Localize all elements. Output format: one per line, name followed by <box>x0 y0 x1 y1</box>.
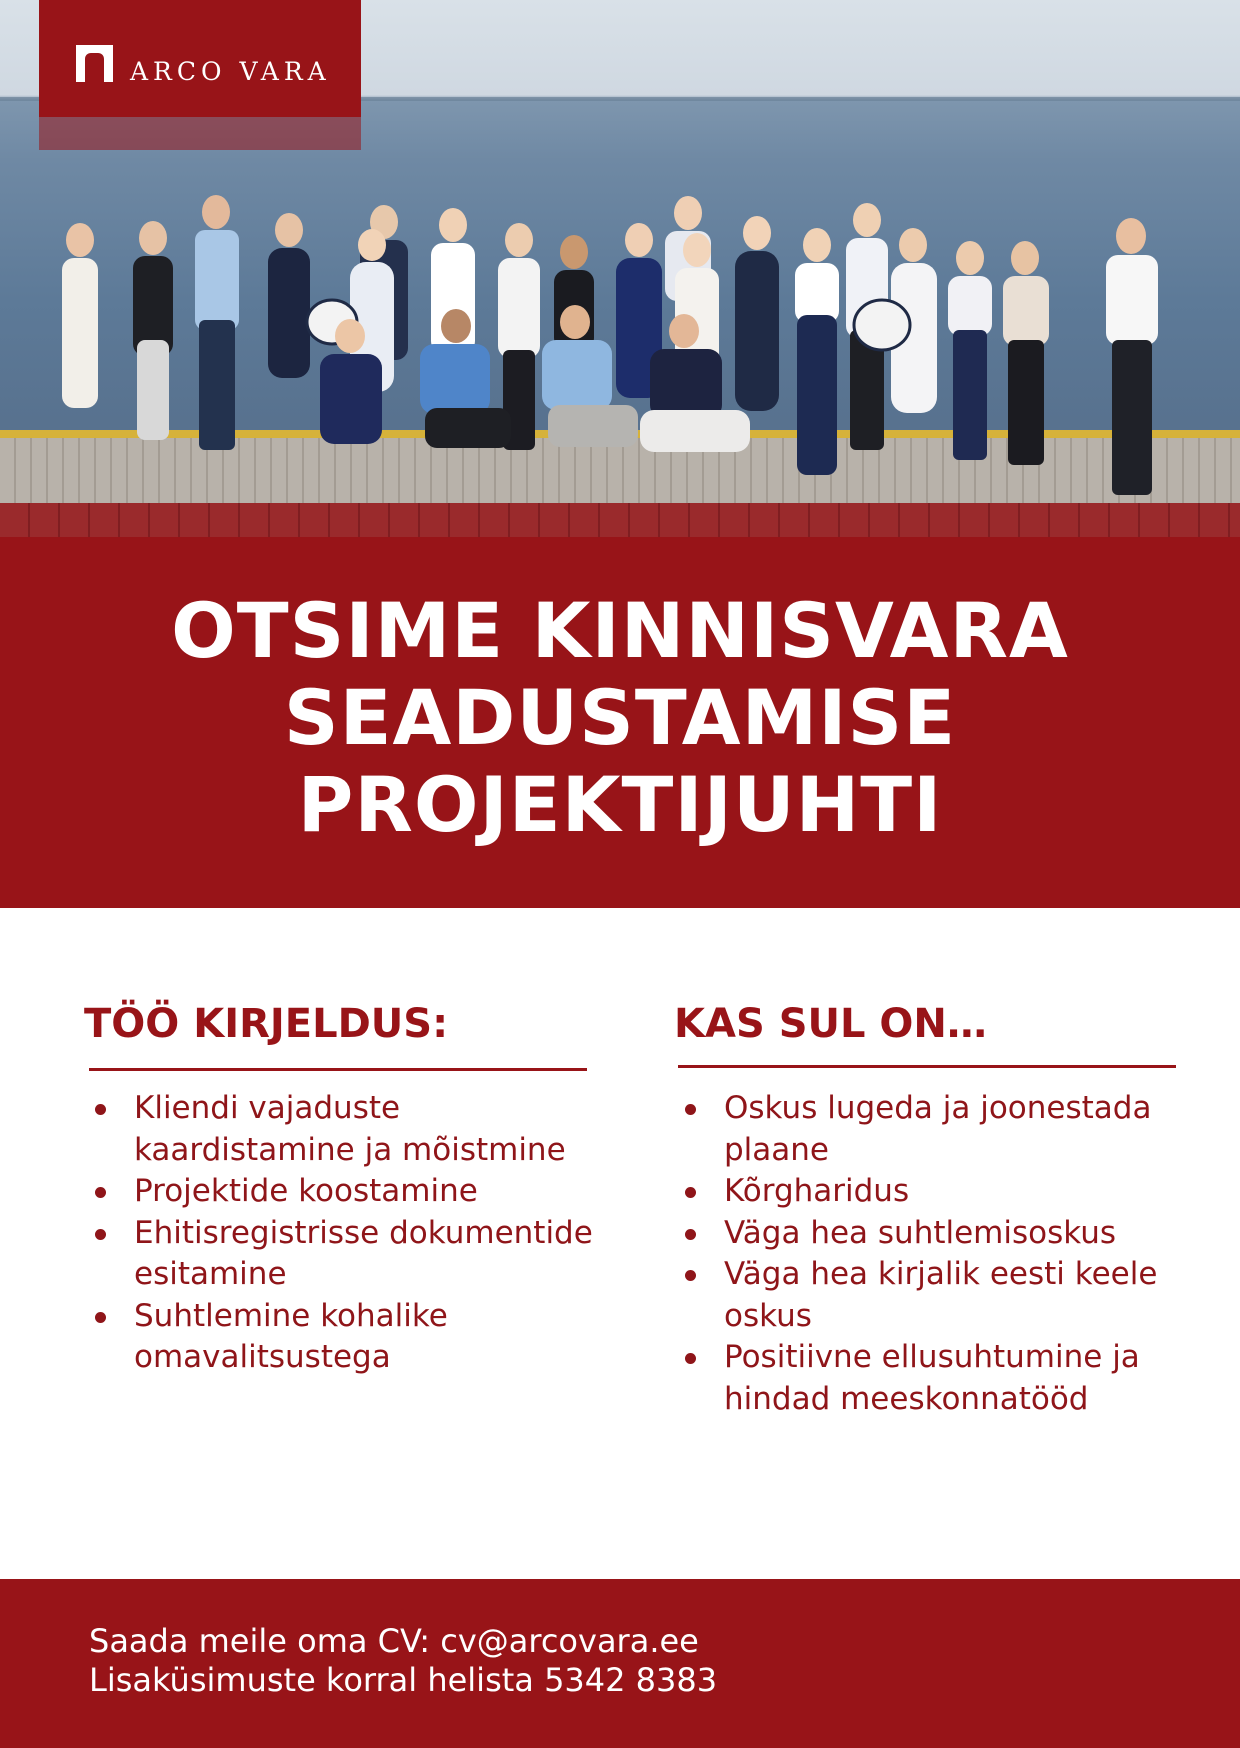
list-item <box>674 1254 1194 1337</box>
brand-logo-box <box>39 0 361 117</box>
list-item <box>674 1088 1194 1171</box>
job-description-section <box>84 996 604 1375</box>
bullet-icon <box>685 1229 696 1240</box>
title-line-3: PROJEKTIJUHTI <box>297 760 943 849</box>
requirements-section <box>674 996 1194 1417</box>
logo-shadow-strip <box>39 117 361 150</box>
list-item-text: Kliendi vajaduste kaardistamine ja mõistmine <box>134 1090 566 1168</box>
list-item <box>84 1088 604 1171</box>
bullet-icon <box>95 1312 106 1323</box>
list-item-text: Projektide koostamine <box>134 1173 478 1209</box>
bullet-icon <box>685 1187 696 1198</box>
list-item <box>84 1296 604 1379</box>
bullet-icon <box>95 1187 106 1198</box>
contact-footer <box>0 1579 1240 1748</box>
list-item-text: Kõrgharidus <box>724 1173 910 1209</box>
list-item-text: Suhtlemine kohalike omavalitsustega <box>134 1297 448 1375</box>
list-item <box>674 1171 1194 1213</box>
list-item-text: Väga hea kirjalik eesti keele oskus <box>724 1256 1158 1334</box>
job-description-heading: TÖÖ KIRJELDUS: <box>84 1001 449 1047</box>
bullet-icon <box>685 1353 696 1364</box>
list-item-text: Väga hea suhtlemisoskus <box>724 1214 1117 1251</box>
list-item-text: Positiivne ellusuhtumine ja hindad meeskonnatööd <box>724 1339 1140 1417</box>
arch-logo-icon <box>76 45 113 82</box>
list-item-text: Oskus lugeda ja joonestada plaane <box>724 1090 1152 1168</box>
job-description-list <box>84 1088 604 1379</box>
page-title <box>0 587 1240 848</box>
list-item <box>84 1171 604 1213</box>
list-item <box>84 1213 604 1296</box>
title-line-2: SEADUSTAMISE <box>283 673 957 762</box>
headline-band <box>0 537 1240 908</box>
section-divider <box>678 1065 1176 1068</box>
list-item <box>674 1337 1194 1420</box>
list-item-text: Ehitisregistrisse dokumentide esitamine <box>134 1214 593 1292</box>
cv-email-line[interactable]: Saada meile oma CV: cv@arcovara.ee <box>89 1622 699 1660</box>
requirements-heading: KAS SUL ON… <box>674 1001 987 1047</box>
title-line-1: OTSIME KINNISVARA <box>171 586 1069 675</box>
bullet-icon <box>95 1229 106 1240</box>
requirements-list <box>674 1088 1194 1420</box>
list-item <box>674 1213 1194 1255</box>
phone-line[interactable]: Lisaküsimuste korral helista 5342 8383 <box>89 1661 718 1699</box>
standing-people <box>62 195 1158 495</box>
bullet-icon <box>95 1104 106 1115</box>
bullet-icon <box>685 1104 696 1115</box>
brand-name: ARCO VARA <box>130 57 331 86</box>
bullet-icon <box>685 1270 696 1281</box>
section-divider <box>89 1068 587 1071</box>
team-photo <box>0 0 1240 537</box>
